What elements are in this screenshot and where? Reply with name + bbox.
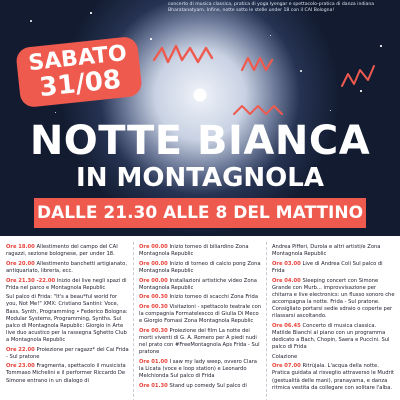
header-description: concerto di musica classica, pratica di yoga lyengar e spettacolo-pratica di danza indiana Bharatanatyam. Infine, notte sotto le stelle under 18 con il CAI Bologna! (168, 2, 375, 14)
entry-text: Allestimento del campo del CAI ragazzi, sezione bolognese, per under 18. (6, 244, 118, 258)
star (270, 35, 271, 36)
entry-time: Ore 04.00 (272, 277, 303, 284)
program-entry (6, 278, 129, 292)
star (360, 90, 362, 92)
entry-time: Ore 00.30 (139, 294, 170, 301)
star (90, 12, 92, 14)
program-entry (6, 363, 129, 384)
entry-time: Ore 00.30 (139, 304, 170, 311)
date-day: SABATO (27, 40, 128, 77)
entry-text: Ritrùjala. L'acqua della notte. Pratica guidata al risveglio attraverso le Mudrit (gestualità delle mani), pranayama, e danza ritmica vestita da collegare con solitare l'alba. (272, 363, 395, 391)
star (380, 45, 382, 47)
program-entry (139, 304, 262, 325)
entry-text: Allestimento banchetti artigianato, antiquariato, libreria, ecc. (6, 260, 127, 274)
program-entry (139, 383, 262, 390)
entry-time: Ore 21.30 -22.00 (6, 277, 57, 284)
squiggle-decoration-small (338, 60, 378, 90)
star (300, 70, 302, 72)
entry-time: Ore 00.30 (139, 327, 170, 334)
entry-text: Installazioni artistiche video Zona Montagnola Republic (139, 277, 257, 291)
program-column-2 (139, 244, 262, 392)
program-entry (139, 328, 262, 356)
entry-time: Ore 00.00 (139, 244, 170, 250)
squiggle-decoration-bottom (232, 100, 292, 120)
program-entry (139, 261, 262, 275)
event-title: NOTTE BIANCA (29, 118, 371, 164)
column-divider (266, 242, 267, 400)
squiggle-decoration-left (152, 40, 222, 70)
program-entry (272, 363, 395, 391)
program-entry (272, 278, 395, 321)
program-column-1 (6, 244, 129, 387)
entry-text: Andrea Pifferi, Durola e altri artisti/e Zona Montagnola Republic (272, 244, 381, 258)
entry-text: Sleeping concert con Simone Grande con Murb... improvvisazione per chitarra e live electronics: un flusso sonoro che accompagna la notte. Frida - Sul pratone. Consigliato portarsi sedie sdraio o coperte per rilassarsi ascoltando. (272, 277, 395, 320)
column-divider (133, 242, 134, 400)
entry-text: Colazione (272, 353, 298, 360)
program-entry (139, 244, 262, 258)
entry-text: Inizio dei live negli spazi di Frida nel parco e Montagnola Republic (6, 277, 127, 291)
entry-time: Ore 00.00 (139, 277, 170, 284)
entry-time: Ore 23.00 (6, 363, 37, 370)
entry-time: Ore 22.00 (6, 346, 37, 353)
program-entry (272, 323, 395, 351)
entry-text: Live di Andrea Coli Sul palco di Frida (272, 260, 383, 274)
entry-text: Proiezione del film La notte dei morti viventi di G. A. Romero per A piedi nudi nel prato con #FreeMontagnola Aps Frida - Sul pratone (139, 327, 260, 356)
entry-text: Sul palco di Frida: "It's a beau*ful world for you, Not Me!" XMX: Cristiano Santini: Voce, Bass, Synth, Programming • Federico Bologna: Modular Systems, Programming, Synths. Sul palco di Montagnola Republic: Giorgio in Arte live duo acustico per la rassegna Sghetto Club a Montagnola Republic (6, 294, 128, 343)
entry-time: Ore 01.30 (139, 382, 170, 389)
star (55, 112, 56, 113)
program-entry (6, 347, 129, 361)
program-entry (272, 244, 395, 258)
program-entry (6, 294, 129, 344)
event-subtitle: IN MONTAGNOLA (76, 163, 324, 193)
program-entry (6, 244, 129, 258)
entry-text: Inizio torneo di scacchi Zona Frida (169, 294, 259, 301)
program-entry (272, 354, 395, 361)
program-entry (139, 359, 262, 380)
star (330, 110, 331, 111)
program-entry (139, 294, 262, 301)
entry-text: Visitazioni - spettacolo teatrale con la compagnia Formatelescco di Giulia Di Meco e Giorgio Fomasi Zona Montagnola Republic (139, 304, 262, 325)
entry-time: Ore 20.00 (6, 260, 37, 267)
entry-text: Fragmenta, spettacolo il musicista Tommaso Michelini e il performer Riccardo De Simone entrano in un dialogo di (6, 363, 126, 384)
entry-text: Inizio torneo di biliardino Zona Montagnola Republic (139, 244, 249, 258)
entry-time: Ore 03.00 (272, 260, 303, 267)
program-section (0, 236, 400, 400)
entry-text: Concerto di musica classica. Matilde Bianchi al piano con un programma dedicato a Bach, Chopin, Saera e Puccini. Sul palco di Frida (272, 322, 390, 350)
entry-text: Proiezione per ragazz* del Cai Frida - Sul pratone (6, 346, 129, 360)
hours-banner: DALLE 21.30 ALLE 8 DEL MATTINO (34, 198, 366, 228)
entry-time: Ore 01.00 (139, 358, 170, 365)
entry-time: Ore 00.00 (139, 260, 170, 267)
entry-time: Ore 07.00 (272, 363, 303, 370)
entry-time: Ore 18.00 (6, 244, 37, 250)
program-entry (139, 278, 262, 292)
entry-time: Ore 06.45 (272, 322, 303, 329)
program-entry (6, 261, 129, 275)
entry-text: Inizio di torneo di calcio pong Zona Montagnola Republic (139, 260, 261, 274)
squiggle-decoration-right (240, 52, 274, 76)
program-entry (272, 261, 395, 275)
date-badge (15, 36, 143, 108)
entry-text: I saw my lady weep, ovvero Clara la Licata (voce e loop station) e Leonardo Melchionda Sul palco di Frida (139, 358, 257, 380)
program-column-3 (272, 244, 395, 394)
date-number: 31/08 (37, 64, 123, 104)
entry-text: Stand up comedy Sul palco di (169, 382, 247, 389)
star (30, 20, 32, 22)
